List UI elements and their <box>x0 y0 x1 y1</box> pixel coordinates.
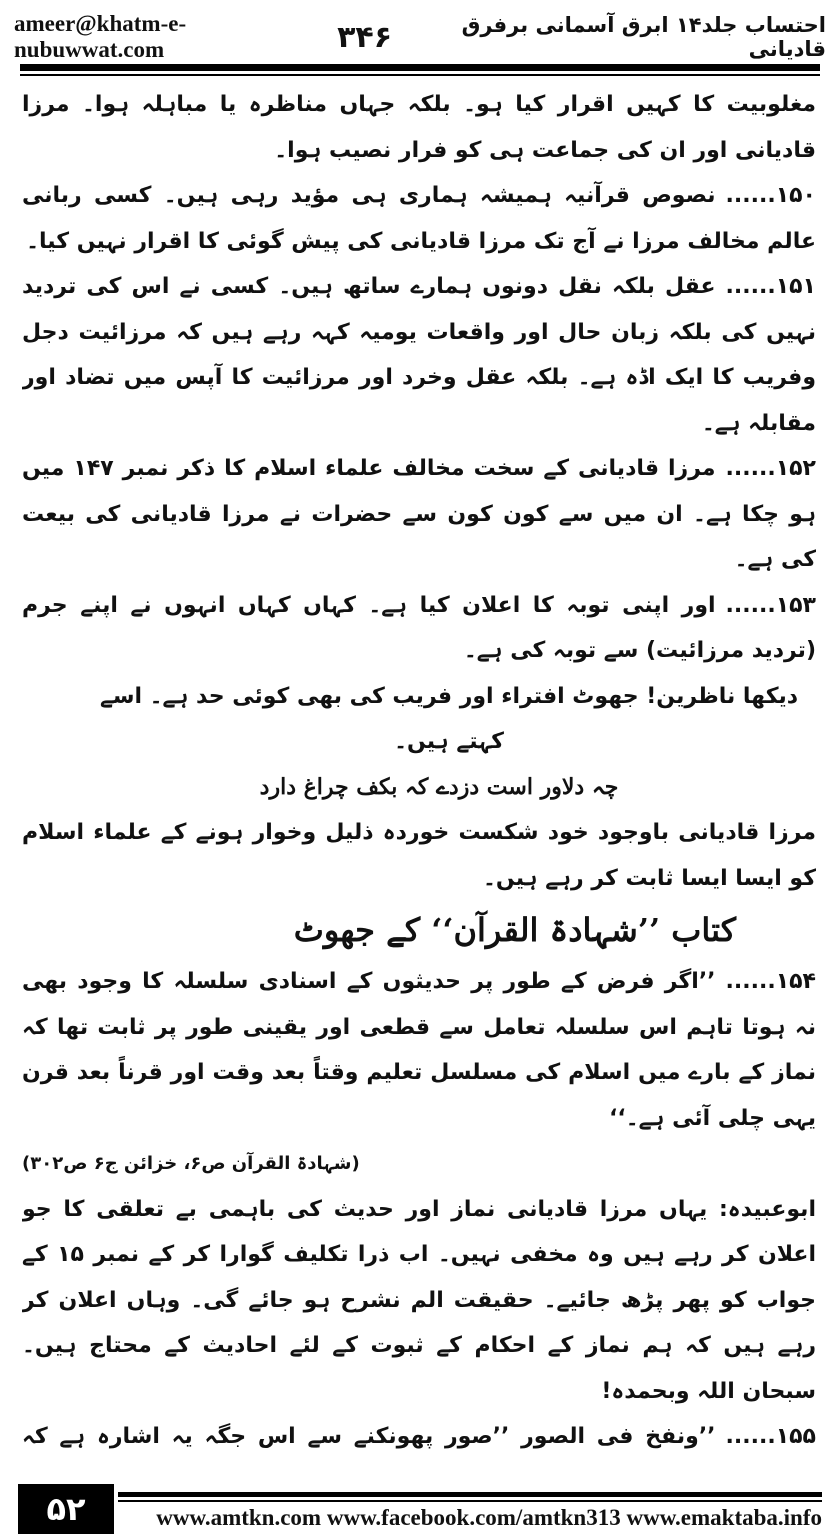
paragraph-152-text: مرزا قادیانی کے سخت مخالف علماء اسلام کا ذکر نمبر ۱۴۷ میں ہو چکا ہے۔ ان میں سے کون کون سے حضرات نے مرزا قادیانی کی بیعت کی ہے۔ <box>22 456 816 572</box>
footer-rule-thick <box>118 1492 822 1497</box>
paragraph-151-text: عقل بلکہ نقل دونوں ہمارے ساتھ ہیں۔ کسی نے اس کی تردید نہیں کی بلکہ زبان حال اور واقعات یومیہ کہہ رہے ہیں کہ مرزائیت دجل وفریب کا ایک اڈہ ہے۔ بلکہ عقل وخرد اور مرزائیت کا آپس میں تضاد اور مقابلہ ہے۔ <box>22 274 816 436</box>
header-email: ameer@khatm-e-nubuwwat.com <box>14 11 187 62</box>
item-number-153: ۱۵۳...... <box>725 592 816 618</box>
paragraph-150 <box>22 173 816 264</box>
paragraph-abu-ubaida: ابوعبیدہ: یہاں مرزا قادیانی نماز اور حدیث کی باہمی بے تعلقی کا جو اعلان کر رہے ہیں وہ مخفی نہیں۔ اب ذرا تکلیف گوارا کر کے نمبر ۱۵ کے جواب کو پھر پڑھ جائیے۔ حقیقت الم نشرح ہو جائے گی۔ وہاں اعلان کر رہے ہیں کہ ہم نماز کے احکام کے ثبوت کے لئے احادیث کے محتاج ہیں۔ سبحان اللہ وبحمدہ! <box>22 1196 816 1404</box>
page-header <box>14 10 826 64</box>
paragraph-153 <box>22 583 816 674</box>
header-rule-thin <box>20 74 820 76</box>
header-title: احتساب جلد۱۴ ابرق آسمانی برفرق قادیانی <box>461 13 826 61</box>
section-heading: کتاب ’’شہادۃ القرآن‘‘ کے جھوٹ <box>293 911 736 949</box>
item-number-152: ۱۵۲...... <box>725 456 816 481</box>
footer-rule-thin <box>118 1500 822 1502</box>
header-page-number: ۳۴۶ <box>337 19 393 55</box>
paragraph-155 <box>22 1414 816 1452</box>
paragraph-154 <box>22 959 816 1141</box>
paragraph-155-text: ’’ونفخ فی الصور ’’صور پھونکنے سے اس جگہ یہ اشارہ ہے کہ <box>22 1424 716 1449</box>
paragraph-153-text: اور اپنی توبہ کا اعلان کیا ہے۔ کہاں کہاں انہوں نے اپنے جرم (تردید مرزائیت) سے توبہ کی ہے۔ <box>22 592 816 663</box>
reference-154: (شہادۃ القرآن ص۶، خزائن ج۶ ص۳۰۲) <box>22 1153 360 1174</box>
item-number-150: ۱۵۰...... <box>725 183 816 208</box>
header-left <box>14 11 392 63</box>
paragraph-continuation: مغلوبیت کا کہیں اقرار کیا ہو۔ بلکہ جہاں مناظرہ یا مباہلہ ہوا۔ مرزا قادیانی اور ان کی جماعت ہی کو فرار نصیب ہوا۔ <box>22 92 816 163</box>
paragraph-150-text: نصوص قرآنیہ ہمیشہ ہماری ہی مؤید رہی ہیں۔ کسی ربانی عالم مخالف مرزا نے آج تک مرزا قادیانی کی پیش گوئی کا اقرار نہیں کیا۔ <box>22 183 816 254</box>
footer-links: www.amtkn.com www.facebook.com/amtkn313 www.emaktaba.info <box>156 1505 822 1530</box>
header-rule-thick <box>20 64 820 71</box>
page-body <box>22 82 816 1452</box>
paragraph-152 <box>22 446 816 583</box>
item-number-151: ۱۵۱...... <box>725 274 816 299</box>
item-number-155: ۱۵۵...... <box>725 1424 816 1449</box>
page-footer <box>18 1484 822 1534</box>
persian-verse: چہ دلاور است دزدے کہ بکف چراغ دارد <box>259 773 619 800</box>
paragraph-151 <box>22 264 816 446</box>
footer-page-number: ۵۲ <box>18 1484 114 1534</box>
paragraph-mirza: مرزا قادیانی باوجود خود شکست خوردہ ذلیل وخوار ہونے کے علماء اسلام کو ایسا ایسا ثابت کر رہے ہیں۔ <box>22 820 816 891</box>
item-number-154: ۱۵۴...... <box>725 969 816 994</box>
paragraph-readers: دیکھا ناظرین! جھوٹ افتراء اور فریب کی بھی کوئی حد ہے۔ اسے کہتے ہیں۔ <box>99 683 799 754</box>
paragraph-154-text: ’’اگر فرض کے طور پر حدیثوں کے اسنادی سلسلہ کا وجود بھی نہ ہوتا تاہم اس سلسلہ تعامل سے قطعی اور یقینی طور پر ثابت تھا کہ نماز کے بارے میں اسلام کی مسلسل تعلیم وقتاً بعد وقت اور قرناً بعد قرن یہی چلی آئی ہے۔‘‘ <box>22 969 816 1131</box>
